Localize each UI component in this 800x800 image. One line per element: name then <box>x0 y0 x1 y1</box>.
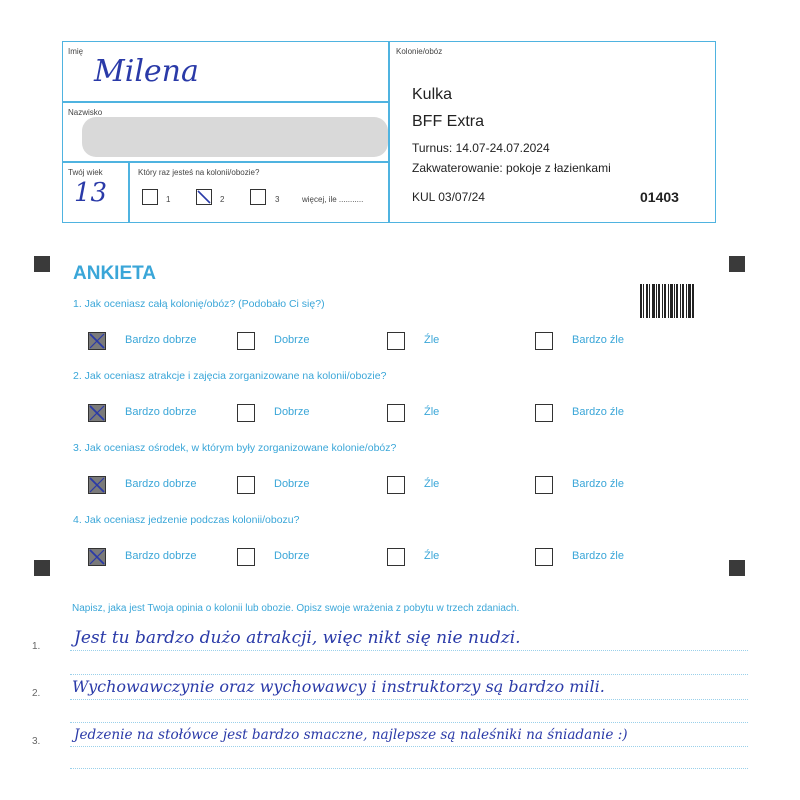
visit-option-1: 1 <box>166 195 171 204</box>
visit-option-more: więcej, ile ........... <box>302 195 364 204</box>
camp-name: Kulka <box>412 86 453 103</box>
rating-option-label: Bardzo źle <box>572 406 624 418</box>
rating-checkbox[interactable] <box>387 548 405 566</box>
registration-marker-top-right <box>729 256 745 272</box>
question-text: 1. Jak oceniasz całą kolonię/obóz? (Podobało Ci się?) <box>73 298 325 310</box>
question-text: 4. Jak oceniasz jedzenie podczas kolonii/obozu? <box>73 514 300 526</box>
rating-checkbox[interactable] <box>535 548 553 566</box>
form-number: 01403 <box>640 189 679 205</box>
rating-option-label: Dobrze <box>274 334 310 346</box>
rating-option-label: Bardzo dobrze <box>125 334 197 346</box>
rating-checkbox[interactable] <box>237 332 255 350</box>
opinion-line-3: Jedzenie na stołówce jest bardzo smaczne, najlepsze są naleśniki na śniadanie :) <box>74 727 628 743</box>
dotted-line <box>70 768 748 769</box>
rating-option-label: Bardzo źle <box>572 334 624 346</box>
line-number-2: 2. <box>32 688 41 699</box>
rating-checkbox[interactable] <box>237 404 255 422</box>
rating-checkbox[interactable] <box>387 476 405 494</box>
rating-checkbox[interactable] <box>535 404 553 422</box>
nazwisko-redaction <box>82 117 388 157</box>
registration-marker-mid-right <box>729 560 745 576</box>
nazwisko-label: Nazwisko <box>68 108 103 117</box>
rating-checkbox[interactable] <box>535 332 553 350</box>
zakwaterowanie: Zakwaterowanie: pokoje z łazienkami <box>412 161 611 175</box>
rating-option-label: Źle <box>424 406 440 418</box>
visit-checkbox-3[interactable] <box>250 189 266 205</box>
dotted-line <box>70 722 748 723</box>
dotted-line <box>70 746 748 747</box>
opinion-line-2: Wychowawczynie oraz wychowawcy i instruktorzy są bardzo mili. <box>72 677 605 696</box>
check-mark-icon <box>89 477 105 493</box>
rating-option-label: Źle <box>424 550 440 562</box>
turnus: Turnus: 14.07-24.07.2024 <box>412 141 550 155</box>
rating-option-label: Bardzo źle <box>572 550 624 562</box>
visit-checkbox-1[interactable] <box>142 189 158 205</box>
check-mark-icon <box>89 333 105 349</box>
rating-checkbox[interactable] <box>88 476 106 494</box>
rating-checkbox[interactable] <box>88 548 106 566</box>
barcode-icon <box>640 284 694 318</box>
rating-option-label: Dobrze <box>274 478 310 490</box>
line-number-3: 3. <box>32 736 41 747</box>
question-text: 2. Jak oceniasz atrakcje i zajęcia zorganizowane na kolonii/obozie? <box>73 370 387 382</box>
visit-option-3: 3 <box>275 195 280 204</box>
question-text: 3. Jak oceniasz ośrodek, w którym były zorganizowane kolonie/obóz? <box>73 442 397 454</box>
rating-option-label: Bardzo źle <box>572 478 624 490</box>
visit-option-2: 2 <box>220 195 225 204</box>
survey-title: ANKIETA <box>73 263 157 284</box>
ktory-raz-label: Który raz jesteś na kolonii/obozie? <box>138 168 260 177</box>
rating-option-label: Bardzo dobrze <box>125 550 197 562</box>
registration-marker-top-left <box>34 256 50 272</box>
dotted-line <box>70 650 748 651</box>
rating-option-label: Dobrze <box>274 406 310 418</box>
wiek-value: 13 <box>74 178 108 208</box>
check-mark-icon <box>197 190 211 204</box>
imie-value: Milena <box>94 54 199 89</box>
line-number-1: 1. <box>32 641 41 652</box>
rating-option-label: Bardzo dobrze <box>125 406 197 418</box>
rating-checkbox[interactable] <box>387 332 405 350</box>
imie-label: Imię <box>68 47 84 56</box>
rating-checkbox[interactable] <box>387 404 405 422</box>
rating-checkbox[interactable] <box>88 332 106 350</box>
rating-option-label: Bardzo dobrze <box>125 478 197 490</box>
rating-option-label: Źle <box>424 334 440 346</box>
rating-checkbox[interactable] <box>237 548 255 566</box>
wiek-label: Twój wiek <box>68 168 103 177</box>
rating-checkbox[interactable] <box>535 476 553 494</box>
opinion-line-1: Jest tu bardzo dużo atrakcji, więc nikt się nie nudzi. <box>74 628 521 648</box>
visit-checkbox-2[interactable] <box>196 189 212 205</box>
registration-marker-mid-left <box>34 560 50 576</box>
opinion-prompt: Napisz, jaka jest Twoja opinia o kolonii lub obozie. Opisz swoje wrażenia z pobytu w trzech zdaniach. <box>72 603 520 614</box>
camp-code: KUL 03/07/24 <box>412 190 485 204</box>
check-mark-icon <box>89 549 105 565</box>
camp-program: BFF Extra <box>412 113 485 130</box>
check-mark-icon <box>89 405 105 421</box>
rating-checkbox[interactable] <box>237 476 255 494</box>
dotted-line <box>70 674 748 675</box>
rating-option-label: Źle <box>424 478 440 490</box>
rating-option-label: Dobrze <box>274 550 310 562</box>
rating-checkbox[interactable] <box>88 404 106 422</box>
dotted-line <box>70 699 748 700</box>
kolonie-label: Kolonie/obóz <box>396 47 443 56</box>
